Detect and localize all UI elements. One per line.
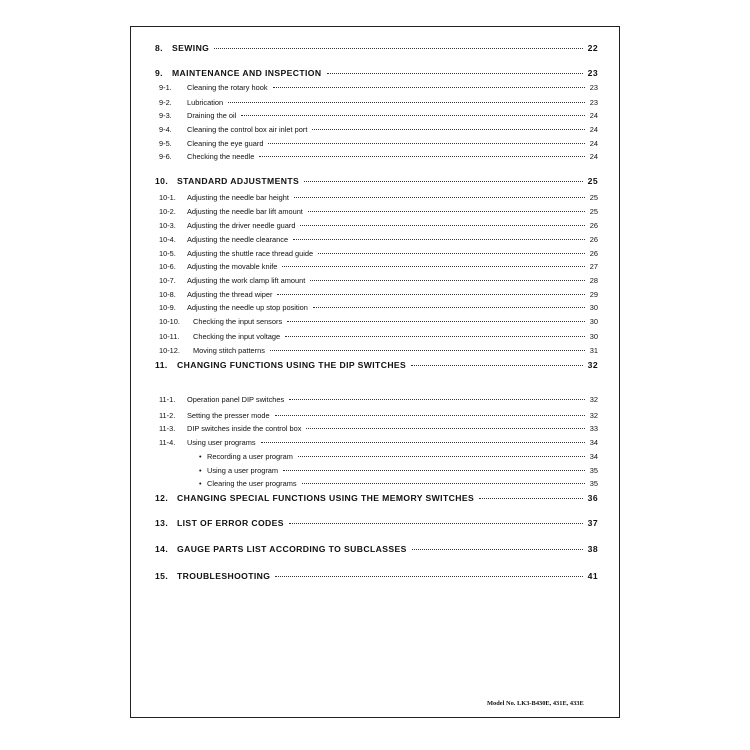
toc-entry [155,139,598,148]
toc-entry [155,207,598,216]
toc-number: 10-6. [159,262,176,271]
toc-entry [155,83,598,92]
toc-entry [155,235,598,244]
dot-leader [302,483,585,484]
toc-title: Moving stitch patterns [193,346,265,355]
toc-title: Adjusting the needle up stop position [187,303,308,312]
toc-title: Adjusting the shuttle race thread guide [187,249,314,258]
toc-number: • [199,466,202,475]
toc-page-number: 28 [589,276,598,285]
toc-page-number: 35 [589,479,598,488]
toc-chapter [155,493,598,503]
dot-leader [228,102,585,103]
toc-page-number: 34 [589,452,598,461]
toc-number: 11-2. [159,411,176,420]
toc-title: DIP switches inside the control box [187,424,302,433]
toc-chapter [155,518,598,528]
toc-title: Checking the input voltage [193,332,281,341]
toc-title: Adjusting the work clamp lift amount [187,276,306,285]
toc-chapter [155,360,598,370]
dot-leader [241,115,584,116]
toc-page-number: 37 [587,518,598,528]
toc-number: • [199,479,202,488]
toc-number: 10. [155,176,169,186]
toc-page-number: 35 [589,466,598,475]
toc-number: 8. [155,43,163,53]
toc-entry [155,98,598,107]
dot-leader [283,470,585,471]
toc-number: 11. [155,360,168,370]
toc-page-number: 32 [587,360,598,370]
toc-number: 9. [155,68,163,78]
toc-number: 10-7. [159,276,176,285]
dot-leader [261,442,585,443]
toc-title: STANDARD ADJUSTMENTS [177,176,300,186]
toc-number: • [199,452,202,461]
toc-entry [155,111,598,120]
toc-number: 11-4. [159,438,176,447]
toc-number: 10-9. [159,303,176,312]
toc-title: Draining the oil [187,111,237,120]
toc-entry [155,438,598,447]
toc-page-number: 41 [587,571,598,581]
toc-entry [155,466,598,475]
toc-number: 10-1. [159,193,176,202]
toc-chapter [155,68,598,78]
dot-leader [259,156,584,157]
toc-number: 10-4. [159,235,176,244]
toc-number: 15. [155,571,169,581]
toc-chapter [155,176,598,186]
toc-number: 14. [155,544,169,554]
toc-title: Checking the input sensors [193,317,283,326]
toc-title: Using user programs [187,438,256,447]
dot-leader [318,253,585,254]
toc-page-number: 26 [589,221,598,230]
dot-leader [313,307,585,308]
toc-title: GAUGE PARTS LIST ACCORDING TO SUBCLASSES [177,544,407,554]
toc-number: 9-1. [159,83,172,92]
toc-chapter [155,544,598,554]
toc-page-number: 24 [589,139,598,148]
toc-entry [155,479,598,488]
toc-number: 10-11. [159,332,180,341]
toc-page-number: 29 [589,290,598,299]
dot-leader [479,498,583,499]
document-page [130,26,620,718]
toc-page-number: 23 [589,98,598,107]
dot-leader [287,321,585,322]
toc-page-number: 23 [589,83,598,92]
toc-page-number: 38 [587,544,598,554]
toc-page-number: 33 [589,424,598,433]
dot-leader [308,211,585,212]
dot-leader [293,239,585,240]
toc-entry [155,424,598,433]
toc-entry [155,249,598,258]
toc-title: CHANGING FUNCTIONS USING THE DIP SWITCHES [177,360,407,370]
toc-page-number: 26 [589,249,598,258]
toc-title: Adjusting the needle bar lift amount [187,207,303,216]
dot-leader [306,428,584,429]
toc-number: 10-10. [159,317,180,326]
toc-entry [155,125,598,134]
toc-page-number: 25 [589,207,598,216]
toc-number: 12. [155,493,169,503]
toc-number: 13. [155,518,169,528]
toc-entry [155,317,598,326]
toc-page-number: 25 [587,176,598,186]
toc-entry [155,262,598,271]
toc-title: Cleaning the eye guard [187,139,264,148]
toc-title: Recording a user program [207,452,293,461]
toc-page-number: 32 [589,395,598,404]
toc-title: MAINTENANCE AND INSPECTION [172,68,322,78]
dot-leader [270,350,585,351]
toc-title: Checking the needle [187,152,255,161]
toc-entry [155,193,598,202]
toc-number: 9-5. [159,139,172,148]
toc-title: Adjusting the thread wiper [187,290,273,299]
toc-title: CHANGING SPECIAL FUNCTIONS USING THE MEMORY SWITCHES [177,493,475,503]
dot-leader [294,197,585,198]
dot-leader [289,399,585,400]
toc-page-number: 24 [589,111,598,120]
toc-number: 9-2. [159,98,172,107]
toc-number: 11-1. [159,395,176,404]
toc-number: 10-8. [159,290,176,299]
toc-number: 9-4. [159,125,172,134]
toc-page-number: 25 [589,193,598,202]
toc-number: 9-6. [159,152,172,161]
toc-page-number: 30 [589,303,598,312]
dot-leader [275,415,585,416]
dot-leader [310,280,584,281]
toc-entry [155,332,598,341]
toc-page-number: 30 [589,317,598,326]
toc-entry [155,303,598,312]
toc-page-number: 26 [589,235,598,244]
toc-title: Cleaning the rotary hook [187,83,268,92]
toc-entry [155,221,598,230]
toc-chapter [155,571,598,581]
toc-title: Adjusting the needle clearance [187,235,289,244]
dot-leader [289,523,583,524]
toc-number: 10-12. [159,346,180,355]
toc-entry [155,276,598,285]
toc-page-number: 24 [589,125,598,134]
dot-leader [412,549,583,550]
toc-title: Clearing the user programs [207,479,297,488]
dot-leader [411,365,582,366]
toc-title: Adjusting the driver needle guard [187,221,296,230]
dot-leader [327,73,583,74]
dot-leader [300,225,584,226]
toc-number: 9-3. [159,111,172,120]
toc-number: 10-2. [159,207,176,216]
toc-page-number: 36 [587,493,598,503]
toc-title: Using a user program [207,466,279,475]
toc-page-number: 34 [589,438,598,447]
dot-leader [214,48,582,49]
dot-leader [298,456,585,457]
toc-chapter [155,43,598,53]
toc-entry [155,411,598,420]
toc-page-number: 22 [587,43,598,53]
toc-title: Adjusting the movable knife [187,262,278,271]
toc-page-number: 30 [589,332,598,341]
toc-title: Setting the presser mode [187,411,270,420]
toc-page-number: 24 [589,152,598,161]
toc-entry [155,452,598,461]
toc-title: TROUBLESHOOTING [177,571,271,581]
toc-page-number: 27 [589,262,598,271]
toc-entry [155,290,598,299]
toc-page-number: 23 [587,68,598,78]
dot-leader [282,266,584,267]
dot-leader [312,129,584,130]
toc-number: 10-3. [159,221,176,230]
toc-page-number: 32 [589,411,598,420]
toc-title: Lubrication [187,98,224,107]
toc-entry [155,152,598,161]
dot-leader [285,336,585,337]
toc-number: 11-3. [159,424,176,433]
toc-entry [155,346,598,355]
model-number: Model No. LK3-B430E, 431E, 433E [487,700,584,707]
toc-entry [155,395,598,404]
dot-leader [275,576,582,577]
toc-title: Operation panel DIP switches [187,395,285,404]
toc-title: SEWING [172,43,210,53]
dot-leader [304,181,583,182]
toc-number: 10-5. [159,249,176,258]
toc-title: Cleaning the control box air inlet port [187,125,308,134]
toc-title: LIST OF ERROR CODES [177,518,284,528]
toc-page-number: 31 [589,346,598,355]
dot-leader [273,87,585,88]
dot-leader [268,143,584,144]
dot-leader [277,294,584,295]
toc-title: Adjusting the needle bar height [187,193,289,202]
